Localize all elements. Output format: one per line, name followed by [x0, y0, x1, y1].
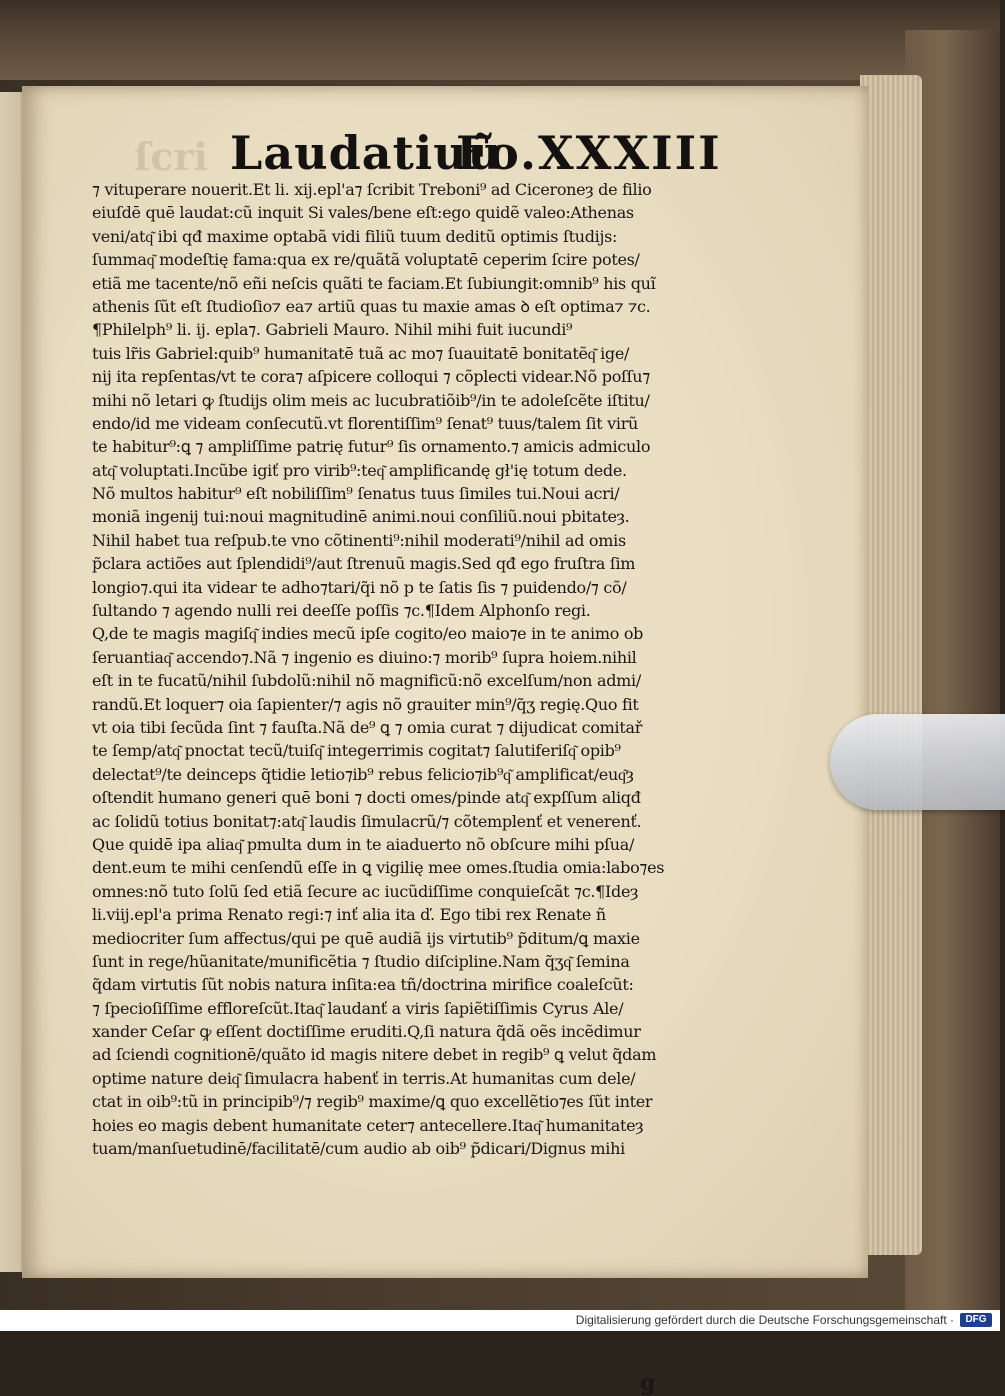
text-line: Nihil habet tua reſpub.te vno cõtinenti⁹:nihil moderati⁹/nihil ad omis	[92, 530, 626, 550]
text-line: ſummaq͂ modeſtię fama:qua ex re/quãtã voluptatē ceperim ſcire potes/	[92, 250, 640, 270]
text-line: veni/atq͂ ibi qđ maxime optabã vidi filiũ tuum deditũ optimis ſtudijs:	[92, 226, 618, 246]
text-line: etiã me tacente/nõ eñi neſcis quãti te faciam.Et ſubiungit:omnib⁹ his quĩ	[92, 273, 656, 293]
text-line: xander Ceſar ꝙ eſſent doctiſſime eruditi.Q,ſi natura q̃dã oẽs incẽdimur	[92, 1022, 641, 1042]
text-block	[92, 178, 712, 1160]
page-header	[212, 126, 732, 186]
signature-mark: g	[640, 1370, 656, 1396]
text-line: ad ſciendi cognitionē/quãto id magis nitere debet in regib⁹ ꝗ velut q̃dam	[92, 1045, 657, 1065]
text-line: ctat in oib⁹:tũ in principib⁹/⁊ regib⁹ maxime/ꝗ quo excellẽtio⁊es ſũt inter	[92, 1092, 653, 1112]
text-line: omnes:nõ tuto ſolũ ſed etiã ſecure ac iucũdiſſime conquieſcãt ⁊c.¶Ideȝ	[92, 881, 639, 901]
text-line: Que quidē ipa aliaq͂ pmulta dum in te aiaduerto nõ obſcure mihi pſua/	[92, 834, 635, 854]
text-line: eſt in te fucatũ/nihil ſubdolũ:nihil nõ magnificũ:nõ excelſum/non admi/	[92, 671, 641, 691]
text-line: optime nature deiq͂ ſimulacra habenť in terris.At humanitas cum dele/	[92, 1068, 636, 1088]
footer-credit: Digitalisierung gefördert durch die Deutsche Forschungsgemeinschaft ·	[575, 1313, 954, 1327]
text-line: dent.eum te mihi cenſendũ eſſe in ꝗ vigilię mee omes.ſtudia omia:labo⁊es	[92, 858, 665, 878]
text-line: ¶Philelph⁹ li. ij. epla⁊. Gabrieli Mauro. Nihil mihi fuit iucundi⁹	[92, 320, 573, 340]
page-clip	[830, 714, 1005, 810]
page-edges	[860, 75, 922, 1255]
text-line: longio⁊.qui ita videar te adho⁊tari/q̃i nõ p te ſatis ſis ⁊ puidendo/⁊ cõ/	[92, 577, 627, 597]
text-line: tuam/manſuetudinē/facilitatē/cum audio ab oib⁹ p̃dicari/Dignus mihi	[92, 1139, 625, 1159]
folio-number: Fo.XXXIII	[456, 126, 722, 180]
text-line: p̃clara actiões aut ſplendidi⁹/aut ſtrenuũ magis.Sed qđ ego fruſtra ſim	[92, 554, 636, 574]
text-line: mediocriter ſum affectus/qui pe quē audiã ijs virtutib⁹ p̃ditum/ꝗ maxie	[92, 928, 640, 948]
text-line: ⁊ ſpecioſiſſime effloreſcũt.Itaq͂ laudanť a viris ſapiẽtiſſimis Cyrus Ale/	[92, 998, 624, 1018]
text-line: endo/id me videam conſecutũ.vt florentiſſim⁹ ſenat⁹ tuus/talem ſit virũ	[92, 413, 639, 433]
text-line: oſtendit humano generi quē boni ⁊ docti omes/pinde atq͂ expſſum aliqđ	[92, 788, 641, 808]
text-line: nij ita repſentas/vt te cora⁊ aſpicere colloqui ⁊ cõplecti videar.Nõ poſſu⁊	[92, 367, 650, 387]
running-head: Laudatiuũ	[230, 126, 503, 180]
text-line: li.viij.epl'a prima Renato regi:⁊ inť alia ita ď. Ego tibi rex Renate ñ	[92, 905, 606, 925]
text-line: ſunt in rege/hũanitate/munificẽtia ⁊ ſtudio diſcipline.Nam q̃ʒq͂ ſemina	[92, 951, 630, 971]
text-line: athenis ſũt eſt ſtudioſio⁊ ea⁊ artiũ quas tu maxie amas ꝺ eſt optima⁊ ⁊c.	[92, 296, 651, 316]
text-line: te ſemp/atq͂ pnoctat tecũ/tuiſq͂ integerrimis cogitat⁊ ſalutiferiſq͂ opib⁹	[92, 741, 621, 761]
text-line: q̃dam virtutis ſũt nobis natura inſita:ea tñ/doctrina mirifice coaleſcũt:	[92, 975, 634, 995]
text-line: mihi nõ letari ꝙ ſtudijs olim meis ac lucubratiõib⁹/in te adoleſcẽte iſtitu/	[92, 390, 650, 410]
text-line: delectat⁹/te deinceps q̃tidie letio⁊ib⁹ rebus felicio⁊ib⁹q͂ amplificat/euq͂ȝ	[92, 764, 634, 784]
text-line: atq͂ voluptati.Incũbe igiť pro virib⁹:teq͂ amplificandę gł'ię totum dede.	[92, 460, 627, 480]
text-line: moniã ingenij tui:noui magnitudinē animi.noui conſiliũ.noui pbitateȝ.	[92, 507, 630, 527]
text-line: vt oia tibi ſecũda ſint ⁊ fauſta.Nã de⁹ ꝗ ⁊ omia curat ⁊ dijudicat comitař	[92, 717, 643, 737]
text-line: ac ſolidũ totius bonitat⁊:atq͂ laudis ſimulacrũ/⁊ cõtemplenť et venerenť.	[92, 811, 642, 831]
text-line: Nõ multos habitur⁹ eſt nobiliſſim⁹ ſenatus tuus ſimiles tui.Noui acri/	[92, 484, 620, 504]
dfg-logo: DFG	[960, 1313, 992, 1327]
text-line: randũ.Et loquer⁊ oia ſapienter/⁊ agis nõ grauiter min⁹/q̃ʒ regię.Quo fit	[92, 694, 639, 714]
footer-bar	[0, 1310, 1000, 1331]
text-line: ⁊ vituperare nouerit.Et li. xij.epl'a⁊ ſcribit Treboni⁹ ad Ciceroneȝ de filio	[92, 180, 652, 199]
text-line: ſeruantiaq͂ accendo⁊.Nã ⁊ ingenio es diuino:⁊ morib⁹ ſupra hoiem.nihil	[92, 647, 637, 667]
text-line: hoies eo magis debent humanitate ceter⁊ antecellere.Itaq͂ humanitateȝ	[92, 1115, 644, 1135]
text-line: te habitur⁹:ꝗ ⁊ ampliſſime patrię futur⁹ ſis ornamento.⁊ amicis admiculo	[92, 437, 651, 457]
text-line: Q,de te magis magiſq͂ indies mecũ ipſe cogito/eo maio⁊e in te animo ob	[92, 624, 644, 644]
text-line: tuis lr̃is Gabriel:quib⁹ humanitatē tuã ac mo⁊ ſuauitatē bonitatẽq͂ ige/	[92, 343, 630, 363]
text-line: eiuſdē quē laudat:cũ inquit Si vales/bene eſt:ego quidẽ valeo:Athenas	[92, 203, 634, 223]
book-cover-top	[0, 0, 1000, 80]
text-line: ſultando ⁊ agendo nulli rei deeſſe poſſis ⁊c.¶Idem Alphonſo regi.	[92, 601, 591, 621]
bleed-through-text: ſcri	[134, 134, 208, 179]
